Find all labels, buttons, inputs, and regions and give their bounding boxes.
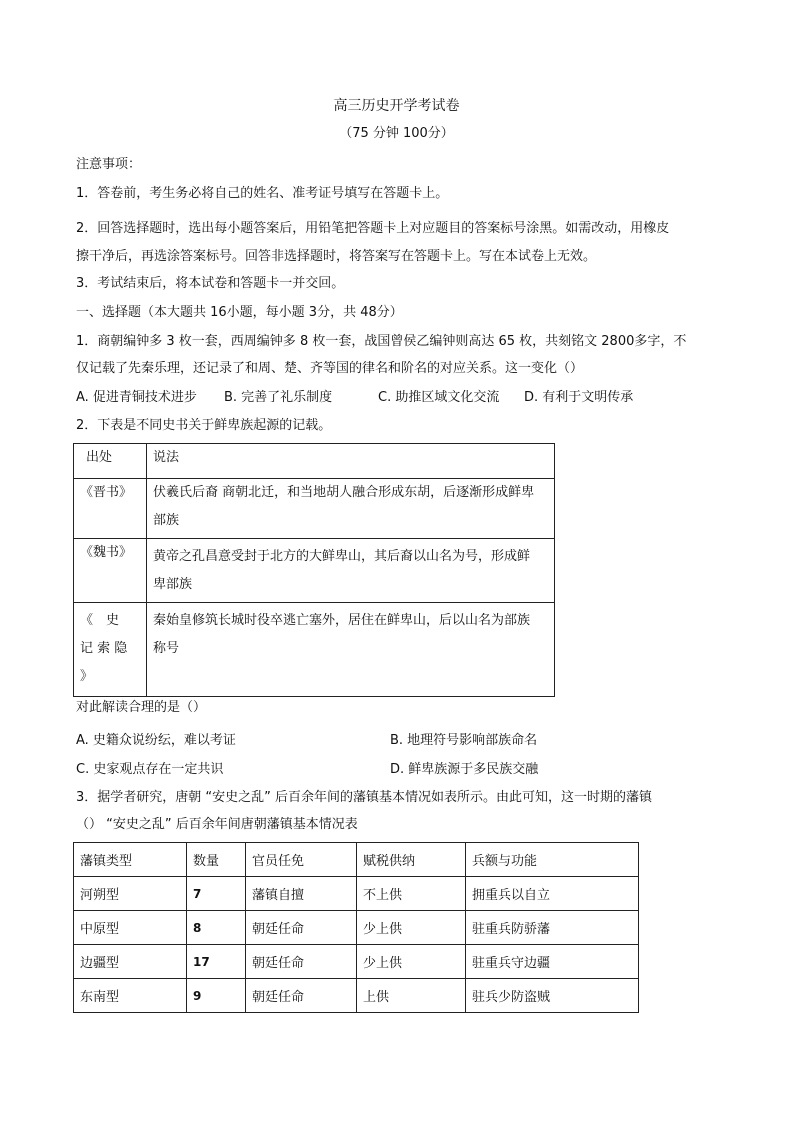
table-cell-source: 《魏书》 [74,539,147,603]
table-cell: 边疆型 [74,945,187,979]
table-cell: 7 [187,877,246,911]
table-row [74,603,555,697]
q2-option-c: C. 史家观点存在一定共识 [76,762,224,777]
table-header-cell: 赋税供纳 [357,843,466,877]
table-header-row [74,843,639,877]
table-header-cell: 兵额与功能 [466,843,639,877]
table-cell: 少上供 [357,945,466,979]
table-cell-text [147,539,555,603]
table-cell-text-line: 秦始皇修筑长城时役卒逃亡塞外，居住在鲜卑山，后以山名为部族 [153,613,531,628]
table-header-cell: 官员任免 [246,843,357,877]
table-header-cell: 出处 [74,444,147,479]
table-cell: 藩镇自擅 [246,877,357,911]
q3-stem-line-1: 3．据学者研究，唐朝 “安史之乱” 后百余年间的藩镇基本情况如表所示。由此可知，这一时期的藩镇 [76,790,653,805]
q1-option-a: A. 促进青铜技术进步 [76,390,197,405]
table-row [74,945,639,979]
table-cell: 不上供 [357,877,466,911]
table-cell: 驻重兵防骄藩 [466,911,639,945]
q2-table [73,443,555,697]
table-cell-text-line: 部族 [153,513,180,528]
table-cell-text-line: 伏羲氏后裔 商朝北迁，和当地胡人融合形成东胡，后逐渐形成鲜卑 [153,485,535,500]
table-row [74,877,639,911]
table-row [74,479,555,539]
exam-title: 高三历史开学考试卷 [333,98,460,114]
table-cell: 少上供 [357,911,466,945]
notice-item-1: 1．答卷前，考生务必将自己的姓名、准考证号填写在答题卡上。 [76,186,449,201]
q2-option-d: D. 鲜卑族源于多民族交融 [390,762,539,777]
notice-heading: 注意事项： [76,157,142,172]
table-header-cell: 说法 [147,444,555,479]
notice-item-3: 3．考试结束后，将本试卷和答题卡一并交回。 [76,276,345,291]
table-header-cell: 数量 [187,843,246,877]
table-cell: 8 [187,911,246,945]
table-cell: 拥重兵以自立 [466,877,639,911]
table-header-cell: 藩镇类型 [74,843,187,877]
q3-table [73,842,639,1013]
table-cell: 朝廷任命 [246,979,357,1013]
q1-stem-line-2: 仅记载了先秦乐理，还记录了和周、楚、齐等国的律名和阶名的对应关系。这一变化（） [76,361,584,376]
table-cell: 17 [187,945,246,979]
table-cell: 驻重兵守边疆 [466,945,639,979]
q1-option-d: D. 有利于文明传承 [524,390,634,405]
table-cell: 朝廷任命 [246,945,357,979]
table-cell: 河朔型 [74,877,187,911]
table-cell-source [74,603,147,697]
table-cell: 朝廷任命 [246,911,357,945]
q1-option-c: C. 助推区域文化交流 [378,390,500,405]
table-cell: 驻兵少防盗贼 [466,979,639,1013]
table-cell-source: 《晋书》 [74,479,147,539]
q2-stem: 2．下表是不同史书关于鲜卑族起源的记载。 [76,418,332,433]
table-cell-source-line: 《 史 [80,613,120,628]
table-cell: 上供 [357,979,466,1013]
notice-item-2-line-1: 2．回答选择题时，选出每小题答案后，用铅笔把答题卡上对应题目的答案标号涂黑。如需改动，用橡皮 [76,221,670,236]
q2-option-a: A. 史籍众说纷纭，难以考证 [76,733,236,748]
table-cell-source-line: 》 [80,669,94,684]
table-cell-text-line: 卑部族 [153,577,193,592]
q2-option-b: B. 地理符号影响部族命名 [390,733,538,748]
q2-question: 对此解读合理的是（） [76,700,207,715]
table-header-row [74,444,555,479]
exam-subtitle: （75 分钟 100分） [339,126,454,141]
q1-stem-line-1: 1．商朝编钟多 3 枚一套，西周编钟多 8 枚一套，战国曾侯乙编钟则高达 65 枚，共刻铭文 2800多字，不 [76,334,687,349]
table-cell-text-line: 称号 [153,641,180,656]
section-1-heading: 一、选择题（本大题共 16小题，每小题 3分，共 48分） [76,305,403,320]
table-cell-text [147,603,555,697]
table-row [74,979,639,1013]
q3-stem-line-2: （） “安史之乱” 后百余年间唐朝藩镇基本情况表 [76,817,358,832]
notice-item-2-line-2: 擦干净后，再选涂答案标号。回答非选择题时，将答案写在答题卡上。写在本试卷上无效。 [76,249,597,264]
table-cell-text-line: 黄帝之孔昌意受封于北方的大鲜卑山，其后裔以山名为号，形成鲜 [153,549,531,564]
table-row [74,911,639,945]
table-cell-source-line: 记 索 隐 [80,641,128,656]
table-cell: 9 [187,979,246,1013]
table-cell-text [147,479,555,539]
table-row [74,539,555,603]
q1-option-b: B. 完善了礼乐制度 [224,390,333,405]
table-cell: 东南型 [74,979,187,1013]
table-cell: 中原型 [74,911,187,945]
